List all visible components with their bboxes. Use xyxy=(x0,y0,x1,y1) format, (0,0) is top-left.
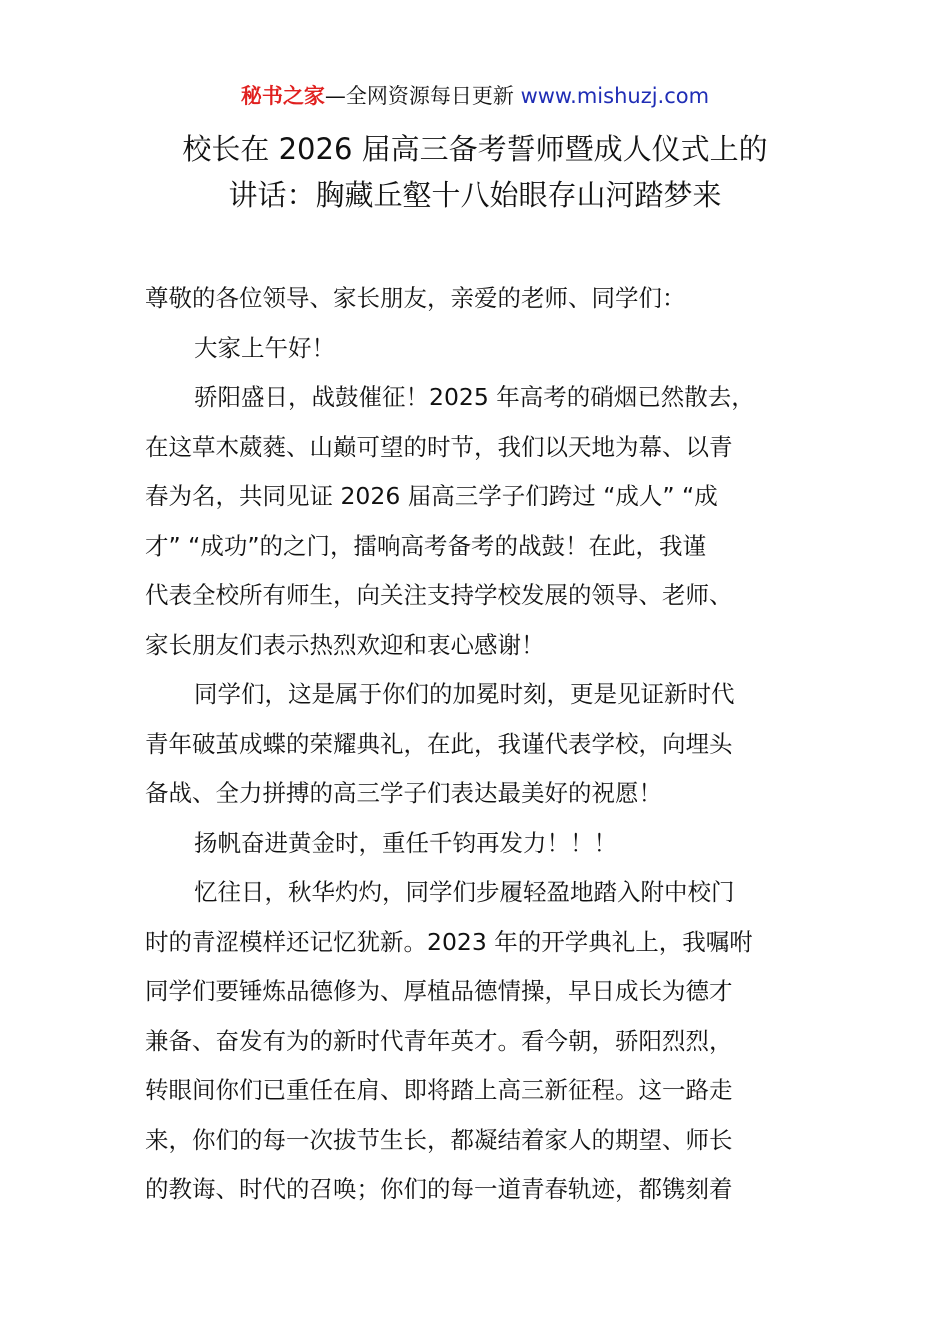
slogan-line: 扬帆奋进黄金时，重任千钧再发力！！！ xyxy=(194,828,617,857)
paragraph-line: 同学们要锤炼品德修为、厚植品德情操，早日成长为德才 xyxy=(145,977,733,1005)
header-tagline: —全网资源每日更新 xyxy=(324,84,514,108)
paragraph-line: 才” “成功”的之门，擂响高考备考的战鼓！在此，我谨 xyxy=(145,531,706,560)
speech-body xyxy=(145,274,810,1215)
paragraph-line: 同学们，这是属于你们的加冕时刻，更是见证新时代 xyxy=(194,680,735,708)
paragraph-line: 春为名，共同见证 2026 届高三学子们跨过 “成人” “成 xyxy=(145,482,718,510)
salutation: 尊敬的各位领导、家长朋友，亲爱的老师、同学们： xyxy=(145,284,686,312)
paragraph-line: 的教诲、时代的召唤；你们的每一道青春轨迹，都镌刻着 xyxy=(145,1175,733,1203)
paragraph-line: 忆往日，秋华灼灼，同学们步履轻盈地踏入附中校门 xyxy=(194,878,735,906)
greeting: 大家上午好！ xyxy=(194,333,335,362)
paragraph-line: 来，你们的每一次拔节生长，都凝结着家人的期望、师长 xyxy=(145,1125,733,1154)
paragraph-line: 在这草木葳蕤、山巅可望的时节，我们以天地为幕、以青 xyxy=(145,432,733,461)
paragraph-line: 兼备、奋发有为的新时代青年英才。看今朝，骄阳烈烈， xyxy=(145,1026,733,1055)
paragraph-line: 家长朋友们表示热烈欢迎和衷心感谢！ xyxy=(145,630,545,659)
title-line-2: 讲话：胸藏丘壑十八始眼存山河踏梦来 xyxy=(228,178,722,212)
paragraph-line: 代表全校所有师生，向关注支持学校发展的领导、老师、 xyxy=(145,581,733,609)
paragraph-line: 青年破茧成蝶的荣耀典礼，在此，我谨代表学校，向埋头 xyxy=(145,729,733,758)
paragraph-line: 备战、全力拼搏的高三学子们表达最美好的祝愿！ xyxy=(145,779,662,807)
paragraph-line: 转眼间你们已重任在肩、即将踏上高三新征程。这一路走 xyxy=(145,1076,733,1104)
document-title xyxy=(120,126,830,218)
paragraph-line: 骄阳盛日，战鼓催征！2025 年高考的硝烟已然散去， xyxy=(194,383,755,411)
paragraph-line: 时的青涩模样还记忆犹新。2023 年的开学典礼上，我嘱咐 xyxy=(145,927,753,956)
site-url-link[interactable]: www.mishuzj.com xyxy=(520,84,710,108)
site-header xyxy=(0,80,950,112)
brand-name: 秘书之家 xyxy=(240,84,325,108)
title-line-1: 校长在 2026 届高三备考誓师暨成人仪式上的 xyxy=(182,132,768,166)
